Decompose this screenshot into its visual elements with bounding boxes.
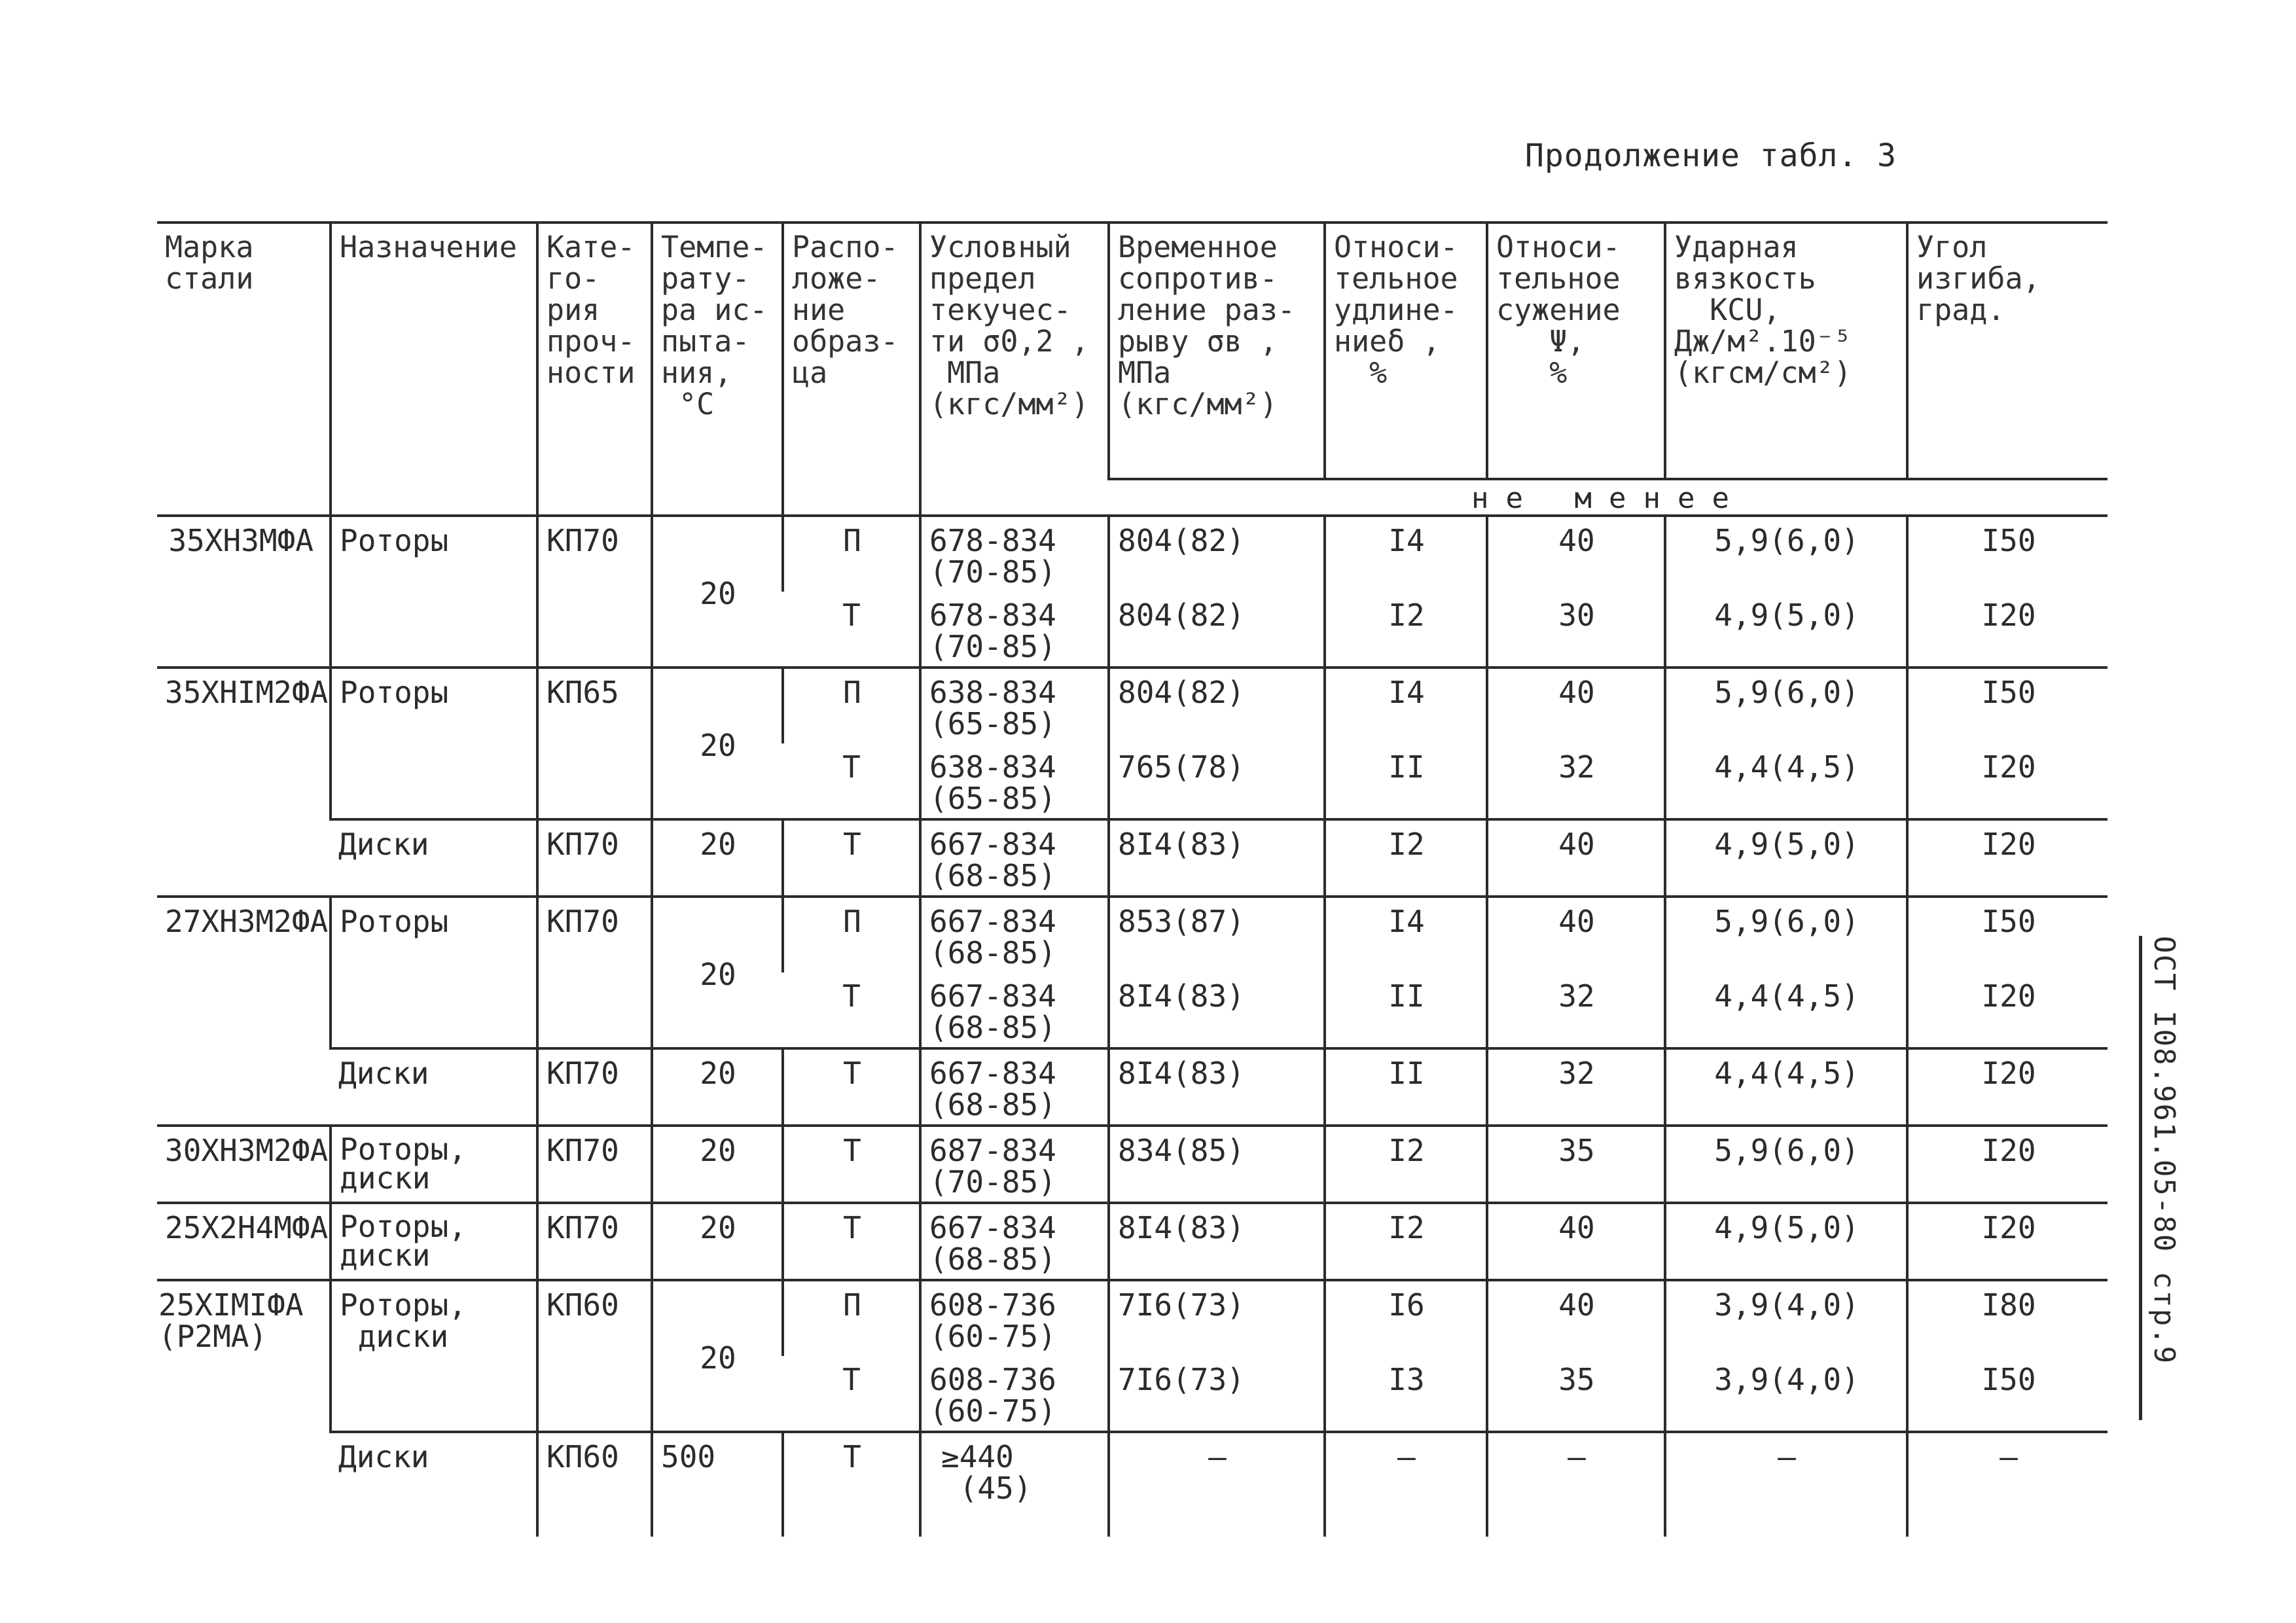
table-row [157, 1203, 2108, 1280]
steel-grade: 35ХН3МФА [157, 516, 331, 668]
purpose: Диски [331, 819, 537, 897]
reduction: 40 [1487, 1203, 1665, 1280]
category: КП70 [537, 1126, 652, 1203]
reduction: 40 [1487, 1280, 1665, 1356]
reduction: 35 [1487, 1126, 1665, 1203]
yield-strength: 638-834 (65-85) [920, 668, 1109, 743]
specimen-location: Т [842, 749, 861, 785]
table-row [157, 897, 2108, 972]
elongation: I6 [1325, 1280, 1487, 1356]
yield-strength: 608-736 (60-75) [920, 1280, 1109, 1356]
test-temperature: 20 [652, 1203, 783, 1280]
specimen-location: П [783, 516, 920, 592]
tensile-strength: 7I6(73) [1109, 1356, 1325, 1432]
side-rule [2139, 936, 2142, 1420]
impact-toughness: 4,4(4,5) [1665, 972, 1907, 1048]
test-temperature: 20 [652, 1280, 783, 1432]
yield-strength: 687-834 (70-85) [920, 1126, 1109, 1203]
impact-toughness: 4,4(4,5) [1665, 743, 1907, 819]
tensile-strength: 8I4(83) [1109, 1048, 1325, 1126]
specimen-location: П [783, 668, 920, 743]
category: КП70 [537, 516, 652, 668]
impact-toughness: 5,9(6,0) [1665, 1126, 1907, 1203]
header-impact: Ударная вязкость KCU, Дж/м².10⁻⁵ (кгсм/см²) [1665, 223, 1907, 479]
purpose: Роторы [331, 516, 537, 668]
specimen-location: Т [783, 1126, 920, 1203]
elongation: – [1325, 1432, 1487, 1537]
header-category: Кате- го- рия проч- ности [537, 223, 652, 516]
not-less-label: не менее [1109, 479, 2108, 516]
header-yield: Условный предел текучес- ти σ0,2 , МПа (кгс/мм²) [920, 223, 1109, 516]
yield-strength: ≥440 (45) [920, 1432, 1109, 1537]
header-bend: Угол изгиба, град. [1907, 223, 2108, 479]
elongation: I4 [1325, 516, 1487, 592]
reduction: 35 [1487, 1356, 1665, 1432]
table-row [157, 1048, 2108, 1126]
elongation: I4 [1325, 668, 1487, 743]
elongation: I2 [1325, 1126, 1487, 1203]
header-purpose: Назначение [331, 223, 537, 516]
impact-toughness: 5,9(6,0) [1665, 516, 1907, 592]
reduction: 40 [1487, 819, 1665, 897]
bend-angle: I20 [1907, 1048, 2108, 1126]
yield-strength: 667-834 (68-85) [920, 972, 1109, 1048]
bend-angle: I80 [1907, 1280, 2108, 1356]
properties-table [157, 221, 2108, 1537]
bend-angle: I20 [1907, 743, 2108, 819]
test-temperature: 20 [652, 516, 783, 668]
reduction: 32 [1487, 1048, 1665, 1126]
bend-angle: I20 [1907, 1203, 2108, 1280]
bend-angle: I20 [1907, 972, 2108, 1048]
reduction: 40 [1487, 897, 1665, 972]
elongation: II [1325, 743, 1487, 819]
elongation: I4 [1325, 897, 1487, 972]
header-grade: Марка стали [157, 223, 331, 516]
elongation: II [1325, 972, 1487, 1048]
header-reduction: Относи- тельное сужение Ψ, % [1487, 223, 1665, 479]
bend-angle: I50 [1907, 516, 2108, 592]
header-elongation: Относи- тельное удлине- ниеδ , % [1325, 223, 1487, 479]
side-margin-label [2139, 936, 2181, 1420]
tensile-strength: 765(78) [1109, 743, 1325, 819]
tensile-strength: – [1109, 1432, 1325, 1537]
impact-toughness: 3,9(4,0) [1665, 1356, 1907, 1432]
purpose: Роторы, диски [331, 1126, 537, 1203]
purpose: Роторы [331, 668, 537, 819]
purpose: Роторы, диски [331, 1280, 537, 1432]
table-row [157, 1126, 2108, 1203]
impact-toughness: 4,9(5,0) [1665, 819, 1907, 897]
category: КП65 [537, 668, 652, 819]
reduction: 32 [1487, 743, 1665, 819]
category: КП70 [537, 897, 652, 1048]
test-temperature: 20 [652, 1048, 783, 1126]
category: КП60 [537, 1280, 652, 1432]
specimen-location: Т [783, 1432, 920, 1537]
tensile-strength: 804(82) [1109, 592, 1325, 668]
purpose: Диски [331, 1048, 537, 1126]
yield-strength: 667-834 (68-85) [920, 1203, 1109, 1280]
purpose: Роторы [331, 897, 537, 1048]
tensile-strength: 804(82) [1109, 668, 1325, 743]
header-tensile: Временное сопротив- ление раз- рыву σв , МПа (кгс/мм²) [1109, 223, 1325, 479]
elongation: II [1325, 1048, 1487, 1126]
steel-grade: 27ХН3М2ФА [157, 897, 331, 1126]
reduction: 40 [1487, 516, 1665, 592]
elongation: I2 [1325, 592, 1487, 668]
specimen-location: Т [842, 978, 861, 1014]
purpose: Роторы, диски [331, 1203, 537, 1280]
yield-strength: 678-834 (70-85) [920, 516, 1109, 592]
bend-angle: I50 [1907, 897, 2108, 972]
tensile-strength: 8I4(83) [1109, 819, 1325, 897]
impact-toughness: – [1665, 1432, 1907, 1537]
specimen-location: Т [842, 1362, 861, 1397]
category: КП70 [537, 1203, 652, 1280]
specimen-location: Т [783, 819, 920, 897]
category: КП70 [537, 1048, 652, 1126]
impact-toughness: 4,9(5,0) [1665, 592, 1907, 668]
reduction: 40 [1487, 668, 1665, 743]
table-row [157, 819, 2108, 897]
elongation: I3 [1325, 1356, 1487, 1432]
table-row [157, 668, 2108, 743]
impact-toughness: 4,4(4,5) [1665, 1048, 1907, 1126]
bend-angle: I20 [1907, 1126, 2108, 1203]
yield-strength: 667-834 (68-85) [920, 1048, 1109, 1126]
category: КП70 [537, 819, 652, 897]
test-temperature: 500 [652, 1432, 783, 1537]
steel-grade: 25Х2Н4МФА [157, 1203, 331, 1280]
yield-strength: 678-834 (70-85) [920, 592, 1109, 668]
tensile-strength: 804(82) [1109, 516, 1325, 592]
test-temperature: 20 [652, 897, 783, 1048]
category: КП60 [537, 1432, 652, 1537]
header-row [157, 223, 2108, 479]
test-temperature: 20 [652, 668, 783, 819]
yield-strength: 667-834 (68-85) [920, 819, 1109, 897]
reduction: 30 [1487, 592, 1665, 668]
bend-angle: I50 [1907, 668, 2108, 743]
bend-angle: I20 [1907, 819, 2108, 897]
table-caption: Продолжение табл. 3 [1525, 137, 1897, 174]
bend-angle: I50 [1907, 1356, 2108, 1432]
tensile-strength: 7I6(73) [1109, 1280, 1325, 1356]
elongation: I2 [1325, 1203, 1487, 1280]
impact-toughness: 5,9(6,0) [1665, 668, 1907, 743]
specimen-location: Т [783, 1203, 920, 1280]
specimen-location: П [783, 1280, 920, 1356]
tensile-strength: 834(85) [1109, 1126, 1325, 1203]
purpose: Диски [331, 1432, 537, 1537]
bend-angle: – [1907, 1432, 2108, 1537]
elongation: I2 [1325, 819, 1487, 897]
tensile-strength: 853(87) [1109, 897, 1325, 972]
header-temperature: Темпе- рату- ра ис- пыта- ния, °С [652, 223, 783, 516]
impact-toughness: 4,9(5,0) [1665, 1203, 1907, 1280]
bend-angle: I20 [1907, 592, 2108, 668]
specimen-location: Т [783, 1048, 920, 1126]
test-temperature: 20 [652, 1126, 783, 1203]
header-location: Распо- ложе- ние образ- ца [783, 223, 920, 516]
document-code: ОСТ I08.961.05-80 стр.9 [2147, 936, 2181, 1365]
tensile-strength: 8I4(83) [1109, 1203, 1325, 1280]
steel-grade: 25ХIМIФА (Р2МА) [157, 1280, 331, 1537]
specimen-location: П [783, 897, 920, 972]
table-row [157, 1280, 2108, 1356]
yield-strength: 638-834 (65-85) [920, 743, 1109, 819]
impact-toughness: 3,9(4,0) [1665, 1280, 1907, 1356]
reduction: 32 [1487, 972, 1665, 1048]
yield-strength: 667-834 (68-85) [920, 897, 1109, 972]
steel-grade: 30ХН3М2ФА [157, 1126, 331, 1203]
tensile-strength: 8I4(83) [1109, 972, 1325, 1048]
steel-grade: 35ХНIМ2ФА [157, 668, 331, 897]
specimen-location: Т [842, 597, 861, 633]
table-row [157, 516, 2108, 592]
impact-toughness: 5,9(6,0) [1665, 897, 1907, 972]
table-row [157, 1432, 2108, 1537]
reduction: – [1487, 1432, 1665, 1537]
yield-strength: 608-736 (60-75) [920, 1356, 1109, 1432]
test-temperature: 20 [652, 819, 783, 897]
